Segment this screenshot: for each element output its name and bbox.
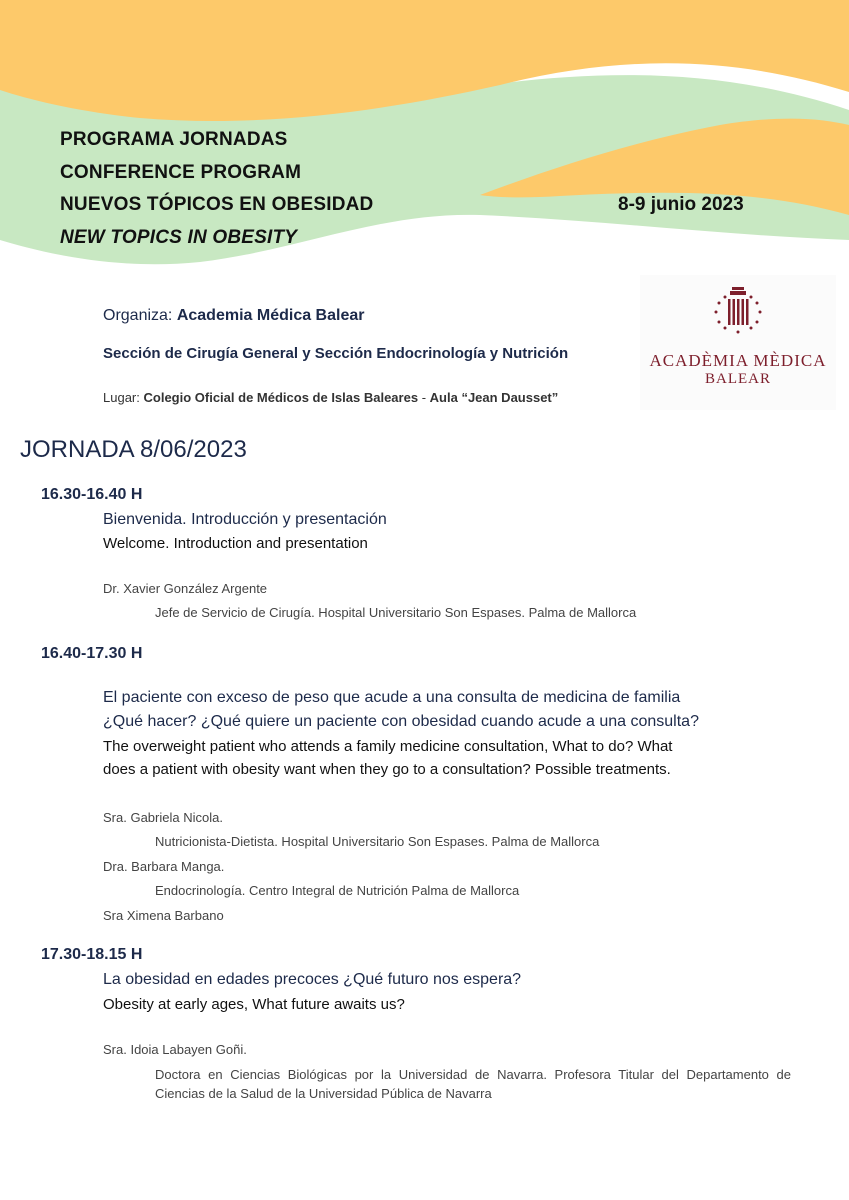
header-title-en: CONFERENCE PROGRAM	[60, 162, 302, 183]
speaker-name: Dr. Xavier González Argente	[103, 581, 268, 596]
session-time: 16.40-17.30 H	[41, 645, 143, 662]
organizer-label: Organiza:	[103, 307, 173, 324]
venue-line	[103, 390, 558, 405]
organizer-name: Academia Médica Balear	[176, 307, 365, 324]
session-title-es-line2: ¿Qué hacer? ¿Qué quiere un paciente con obesidad cuando acude a una consulta?	[103, 713, 699, 730]
session-time: 17.30-18.15 H	[41, 946, 143, 963]
session-title-en: Welcome. Introduction and presentation	[103, 535, 368, 552]
event-date: 8-9 junio 2023	[618, 194, 744, 215]
academia-emblem-icon	[640, 275, 836, 345]
header-topic-es: NUEVOS TÓPICOS EN OBESIDAD	[60, 194, 374, 215]
session-title-es-line1: El paciente con exceso de peso que acude a una consulta de medicina de familia	[103, 689, 681, 706]
logo-text-line1: ACADÈMIA MÈDICA	[649, 351, 827, 370]
logo-text-line2: BALEAR	[705, 371, 771, 387]
speaker-name: Sra. Gabriela Nicola.	[103, 810, 223, 825]
session-time: 16.30-16.40 H	[41, 486, 143, 503]
speaker-affiliation: Nutricionista-Dietista. Hospital Universitario Son Espases. Palma de Mallorca	[155, 834, 600, 849]
session-title-en-line2: does a patient with obesity want when they go to a consultation? Possible treatments.	[103, 761, 671, 778]
day-title: JORNADA 8/06/2023	[20, 436, 247, 463]
venue-separator: -	[421, 390, 427, 405]
speaker-name: Dra. Barbara Manga.	[103, 859, 225, 874]
speaker-affiliation: Endocrinología. Centro Integral de Nutrición Palma de Mallorca	[155, 883, 520, 898]
venue-room: Aula “Jean Dausset”	[429, 390, 559, 405]
academia-logo	[640, 275, 836, 410]
header-topic-en: NEW TOPICS IN OBESITY	[60, 227, 298, 248]
session-title-en: Obesity at early ages, What future awaits us?	[103, 996, 405, 1013]
speaker-affiliation: Jefe de Servicio de Cirugía. Hospital Universitario Son Espases. Palma de Mallorca	[155, 605, 637, 620]
header-title-es: PROGRAMA JORNADAS	[60, 129, 288, 150]
speaker-name: Sra Ximena Barbano	[103, 908, 224, 923]
speaker-affiliation: Doctora en Ciencias Biológicas por la Universidad de Navarra. Profesora Titular del Departamento de Ciencias de la Salud de la Universidad Pública de Navarra	[155, 1067, 791, 1101]
venue-label: Lugar:	[103, 390, 140, 405]
organizer-sections: Sección de Cirugía General y Sección Endocrinología y Nutrición	[103, 345, 569, 362]
session-title-es: Bienvenida. Introducción y presentación	[103, 511, 387, 528]
organizer-line	[103, 307, 364, 325]
venue-name: Colegio Oficial de Médicos de Islas Baleares	[143, 390, 419, 405]
speaker-name: Sra. Idoia Labayen Goñi.	[103, 1042, 247, 1057]
session-title-es: La obesidad en edades precoces ¿Qué futuro nos espera?	[103, 971, 522, 988]
session-title-en-line1: The overweight patient who attends a family medicine consultation, What to do? What	[103, 738, 673, 755]
